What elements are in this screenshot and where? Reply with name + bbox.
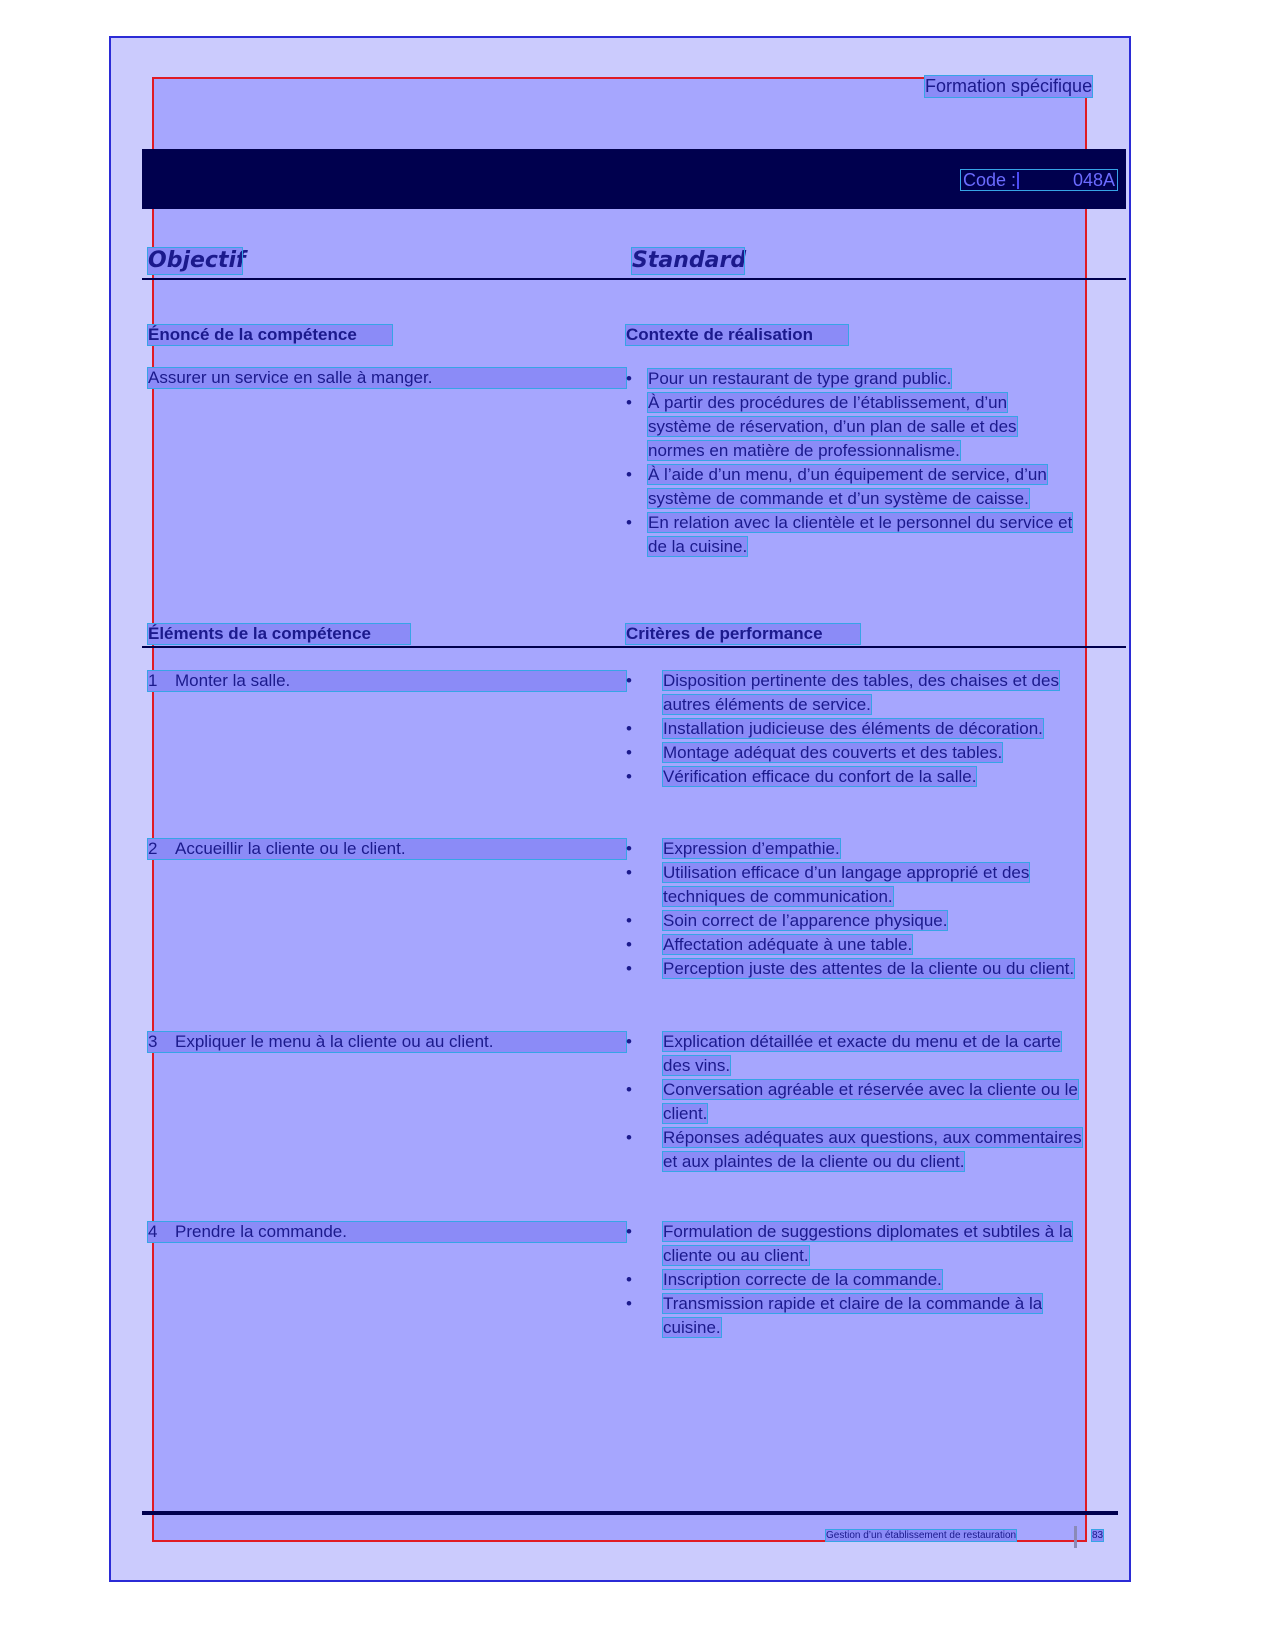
bullet-icon: • — [626, 719, 632, 738]
bullet-icon: • — [626, 465, 632, 484]
context-text: Pour un restaurant de type grand public. — [648, 369, 952, 388]
bullet-icon: • — [626, 1270, 632, 1289]
criteria-item — [626, 669, 1083, 717]
bullet-icon: • — [626, 513, 632, 532]
standard-heading: Standard — [632, 248, 747, 273]
criteria-item — [626, 717, 1083, 741]
bullet-icon: • — [626, 1080, 632, 1099]
criteria-item — [626, 741, 1083, 765]
footer-separator — [1074, 1526, 1077, 1548]
criteria-list — [626, 1030, 1083, 1174]
element-row — [148, 1222, 626, 1242]
objective-heading: Objectif — [148, 248, 246, 273]
context-list — [626, 367, 1074, 559]
code-value: 048A — [1072, 170, 1115, 190]
criteria-item — [626, 1030, 1083, 1078]
criteria-list — [626, 669, 1083, 789]
bullet-icon: • — [626, 959, 632, 978]
elements-heading: Éléments de la compétence — [148, 624, 410, 644]
criteria-text: Affectation adéquate à une table. — [663, 935, 913, 954]
criteria-text: Perception juste des attentes de la cliente ou du client. — [663, 959, 1075, 978]
code-label: Code : — [963, 170, 1017, 190]
program-label: Formation spécifique — [925, 76, 1093, 96]
criteria-item — [626, 837, 1083, 861]
criteria-list — [626, 837, 1083, 981]
bullet-icon: • — [626, 1222, 632, 1241]
criteria-text: Utilisation efficace d’un langage approprié et des techniques de communication. — [663, 863, 1030, 906]
footer-rule — [142, 1511, 1118, 1515]
bullet-icon: • — [626, 671, 632, 690]
element-label: Expliquer le menu à la cliente ou au client. — [175, 1032, 494, 1051]
element-row — [148, 1032, 626, 1052]
element-label: Prendre la commande. — [175, 1222, 347, 1241]
context-text: En relation avec la clientèle et le personnel du service et de la cuisine. — [648, 513, 1073, 556]
element-row — [148, 671, 626, 691]
code-separator — [1017, 172, 1019, 189]
competency-statement: Assurer un service en salle à manger. — [148, 368, 626, 388]
context-item — [626, 511, 1074, 559]
element-number: 4 — [148, 1222, 158, 1241]
bullet-icon: • — [626, 369, 632, 388]
element-number: 1 — [148, 671, 158, 690]
criteria-item — [626, 1268, 1083, 1292]
code-box — [961, 170, 1117, 190]
criteria-text: Transmission rapide et claire de la commande à la cuisine. — [663, 1294, 1043, 1337]
bullet-icon: • — [626, 1032, 632, 1051]
criteria-text: Inscription correcte de la commande. — [663, 1270, 942, 1289]
bullet-icon: • — [626, 767, 632, 786]
context-item — [626, 463, 1074, 511]
criteria-list — [626, 1220, 1083, 1340]
element-number: 3 — [148, 1032, 158, 1051]
criteria-item — [626, 1126, 1083, 1174]
bullet-icon: • — [626, 1294, 632, 1313]
context-item — [626, 391, 1074, 463]
criteria-text: Expression d’empathie. — [663, 839, 840, 858]
elements-rule — [142, 646, 1126, 648]
footer-text: Gestion d’un établissement de restauration — [826, 1530, 1017, 1541]
criteria-item — [626, 1078, 1083, 1126]
criteria-text: Formulation de suggestions diplomates et subtiles à la cliente ou au client. — [663, 1222, 1073, 1265]
page-number: 83 — [1092, 1530, 1104, 1541]
header-rule — [142, 278, 1126, 280]
criteria-text: Conversation agréable et réservée avec la cliente ou le client. — [663, 1080, 1078, 1123]
bullet-icon: • — [626, 393, 632, 412]
criteria-item — [626, 957, 1083, 981]
element-number: 2 — [148, 839, 158, 858]
context-text: À l’aide d’un menu, d’un équipement de service, d’un système de commande et d’un système de caisse. — [648, 465, 1047, 508]
criteria-item — [626, 765, 1083, 789]
criteria-text: Installation judicieuse des éléments de décoration. — [663, 719, 1043, 738]
bullet-icon: • — [626, 743, 632, 762]
criteria-text: Montage adéquat des couverts et des tables. — [663, 743, 1003, 762]
element-row — [148, 839, 626, 859]
bullet-icon: • — [626, 1128, 632, 1147]
criteria-text: Vérification efficace du confort de la salle. — [663, 767, 977, 786]
context-text: À partir des procédures de l’établissement, d’un système de réservation, d’un plan de salle et des normes en matière de professionnalisme. — [648, 393, 1017, 460]
criteria-item — [626, 861, 1083, 909]
criteria-item — [626, 933, 1083, 957]
bullet-icon: • — [626, 935, 632, 954]
bullet-icon: • — [626, 911, 632, 930]
context-heading: Contexte de réalisation — [626, 325, 848, 345]
context-item — [626, 367, 1074, 391]
criteria-text: Explication détaillée et exacte du menu et de la carte des vins. — [663, 1032, 1061, 1075]
element-label: Monter la salle. — [175, 671, 291, 690]
element-label: Accueillir la cliente ou le client. — [175, 839, 406, 858]
criteria-text: Réponses adéquates aux questions, aux commentaires et aux plaintes de la cliente ou du client. — [663, 1128, 1082, 1171]
criteria-item — [626, 909, 1083, 933]
criteria-item — [626, 1292, 1083, 1340]
bullet-icon: • — [626, 839, 632, 858]
criteria-text: Soin correct de l’apparence physique. — [663, 911, 948, 930]
criteria-item — [626, 1220, 1083, 1268]
bullet-icon: • — [626, 863, 632, 882]
criteria-heading: Critères de performance — [626, 624, 860, 644]
competency-heading: Énoncé de la compétence — [148, 325, 392, 345]
criteria-text: Disposition pertinente des tables, des chaises et des autres éléments de service. — [663, 671, 1059, 714]
